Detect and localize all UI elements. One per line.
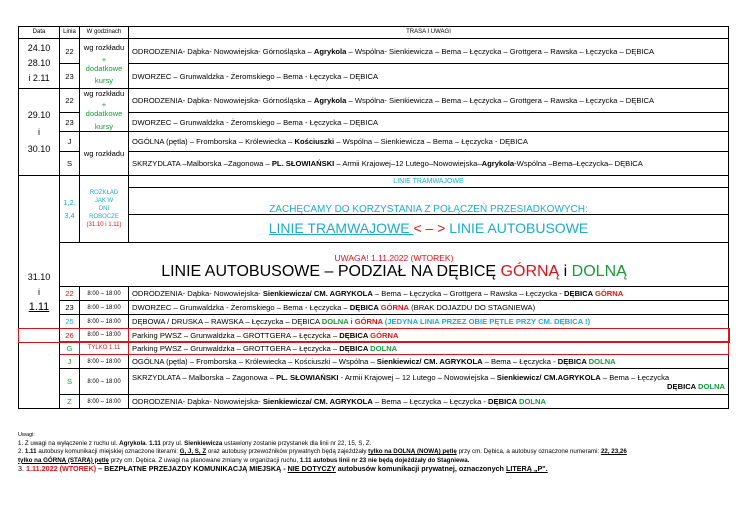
route-text: SKRZYDLATA –Malborska –Zagonowa – PL. SŁOWIAŃSKI – Armii Krajowej–12 Lutego–Nowowiejska–Agrykola-Wspólna –Bema–Łęczycka– DĘBICA xyxy=(129,152,729,176)
tram-bus-text: LINIE TRAMWAJOWE < – > LINIE AUTOBUSOWE xyxy=(129,215,729,243)
route-text: Parking PWSZ – Grunwaldzka – GROTTGERA – Łęczycka – DĘBICA GÓRNA xyxy=(129,329,729,342)
hours-cell: 8:00 – 18:00 xyxy=(80,329,129,342)
table-row xyxy=(19,176,729,188)
line-number: G xyxy=(60,342,80,355)
table-row xyxy=(19,243,729,287)
table-row xyxy=(19,342,729,355)
tram-lines: 1,2, 3,4 xyxy=(60,176,80,243)
hours-cell: 8:00 – 18:00 xyxy=(80,369,129,395)
table-row xyxy=(19,355,729,369)
line-number: J xyxy=(60,355,80,369)
route-text: DWORZEC – Grunwaldzka - Żeromskiego – Bema - Łęczycka – DĘBICA xyxy=(129,64,729,89)
table-row xyxy=(19,39,729,64)
table-row xyxy=(19,369,729,395)
hours-cell: 8:00 – 18:00 xyxy=(80,301,129,315)
note-2: 2. 1.11 autobusy komunikacji miejskiej oznaczone literami: G, J, S, Z oraz autobusy przewoźników prywatnych będą zajeżdżały tylko na DOLNĄ (NOWĄ) pętlę przy cm. Dębica, a autobusy oznaczone numerami: 22, 23,26 xyxy=(18,448,627,456)
route-text: ODRODZENIA- Dąbka- Nowowiejska- Górnośląska – Agrykola – Wspólna- Sienkiewicza – Bema – Łęczycka – Grottgera – Rawska – Łęczycka – DĘBICA xyxy=(129,39,729,64)
header-route: TRASA I UWAGI xyxy=(129,27,729,39)
line-number: 22 xyxy=(60,39,80,64)
route-text: DWORZEC – Grunwaldzka - Żeromskiego – Bema - Łęczycka – DĘBICA GÓRNA (BRAK DOJAZDU DO STAGNIEWA) xyxy=(129,301,729,315)
line-number: 26 xyxy=(60,329,80,342)
line-number: 23 xyxy=(60,64,80,89)
header-date: Data xyxy=(19,27,60,39)
table-row xyxy=(19,89,729,113)
route-text: ODRODZENIA- Dąbka- Nowowiejska- Sienkiewicza/ CM. AGRYKOLA – Bema – Łęczycka – Łęczycka - DĘBICA DOLNA xyxy=(129,395,729,409)
division-cell: UWAGA! 1.11.2022 (WTOREK) LINIE AUTOBUSOWE – PODZIAŁ NA DĘBICĘ GÓRNĄ i DOLNĄ xyxy=(60,243,729,287)
route-text: OGÓLNA (pętla) – Fromborska – Królewiecka – Kościuszki – Wspólna – Sienkiewicz/ CM. AGRYKOLA – Bema – Łęczycka - DĘBICA DOLNA xyxy=(129,355,729,369)
line-number: Z xyxy=(60,395,80,409)
header-line: Linia xyxy=(60,27,80,39)
route-text: ODRODZENIA- Dąbka- Nowowiejska- Sienkiewicza/ CM. AGRYKOLA – Bema – Łęczycka – Grottgera – Rawska – Łęczycka - DĘBICA GÓRNA xyxy=(129,287,729,301)
route-text: OGÓLNA (pętla) – Fromborska – Królewiecka – Kościuszki – Wspólna – Sienkiewicza – Bema – Łęczycka - DĘBICA xyxy=(129,132,729,152)
table-row xyxy=(19,329,729,342)
line-number: 23 xyxy=(60,113,80,132)
hours-cell: 8:00 – 18:00 xyxy=(80,287,129,301)
note-3: 3. 1.11.2022 (WTOREK) – BEZPŁATNE PRZEJAZDY KOMUNIKACJĄ MIEJSKĄ - NIE DOTYCZY autobusów komunikacji prywatnej, oznaczonych LITERĄ „P". xyxy=(18,464,548,474)
header-hours: W godzinach xyxy=(80,27,129,39)
line-number: 25 xyxy=(60,315,80,329)
hours-cell: TYLKO 1.11 xyxy=(80,342,129,355)
route-text: Parking PWSZ – Grunwaldzka – GROTTGERA – Łęczycka – DĘBICA DOLNA xyxy=(129,342,729,355)
route-text: SKRZYDLATA – Malborska – Zagonowa – PL. SŁOWIAŃSKI - Armii Krajowej – 12 Lutego – Nowowiejska – Sienkiewicz/ CM.AGRYKOLA – Bema – Łęczycka DĘBICA DOLNA xyxy=(129,369,729,395)
route-text: DWORZEC – Grunwaldzka - Żeromskiego – Bema - Łęczycka – DĘBICA xyxy=(129,113,729,132)
route-text: DĘBOWA / DRUSKA – RAWSKA – Łęczycka – DĘBICA DOLNA i GÓRNA (JEDYNA LINIA PRZEZ OBIE PĘTLE PRZY CM. DĘBICA !) xyxy=(129,315,729,329)
encourage-text: ZACHĘCAMY DO KORZYSTANIA Z POŁĄCZEŃ PRZESIADKOWYCH: xyxy=(129,188,729,215)
hours-cell: 8:00 – 18:00 xyxy=(80,355,129,369)
date-cell: 29.10 i 30.10 xyxy=(19,89,60,176)
table-row xyxy=(19,132,729,152)
table-row xyxy=(19,315,729,329)
line-number: 22 xyxy=(60,89,80,113)
line-number: S xyxy=(60,369,80,395)
schedule-table xyxy=(18,26,729,409)
note-2-cont: tylko na GÓRNĄ (STARĄ) pętlę przy cm. Dębica. Z uwagi na planowane zmiany w organizacji ruchu, 1.11 autobus linii nr 23 nie będą dojeżdżały do Stagniewa. xyxy=(18,456,470,464)
note-1: 1. Z uwagi na wyłączenie z ruchu ul. Agrykola. 1.11 przy ul. Sienkiewicza ustawiony zostanie przystanek dla linii nr 22, 15, S, Z. xyxy=(18,439,372,447)
table-row xyxy=(19,395,729,409)
table-row xyxy=(19,287,729,301)
table-row xyxy=(19,301,729,315)
line-number: S xyxy=(60,152,80,176)
tram-header: LINIE TRAMWAJOWE xyxy=(129,176,729,188)
notes xyxy=(18,431,730,474)
hours-cell: 8:00 – 18:00 xyxy=(80,395,129,409)
line-number: J xyxy=(60,132,80,152)
route-text: ODRODZENIA- Dąbka- Nowowiejska- Górnośląska – Agrykola – Wspólna- Sienkiewicza – Bema – Łęczycka – Grottgera – Rawska – Łęczycka – DĘBICA xyxy=(129,89,729,113)
hours-cell: wg rozkładu + dodatkowe kursy xyxy=(80,89,129,132)
date-cell: 24.10 28.10 i 2.11 xyxy=(19,39,60,89)
hours-cell: wg rozkładu xyxy=(80,132,129,176)
date-cell: 31.10 i 1.11 xyxy=(19,176,60,409)
hours-cell: wg rozkładu + dodatkowe kursy xyxy=(80,39,129,89)
notes-title: Uwagi: xyxy=(18,432,35,438)
line-number: 22 xyxy=(60,287,80,301)
line-number: 23 xyxy=(60,301,80,315)
hours-cell: 8:00 – 18:00 xyxy=(80,315,129,329)
tram-schedule: ROZKŁAD JAK W DNI ROBOCZE (31.10 i 1.11) xyxy=(80,176,129,243)
table-header xyxy=(19,27,729,39)
